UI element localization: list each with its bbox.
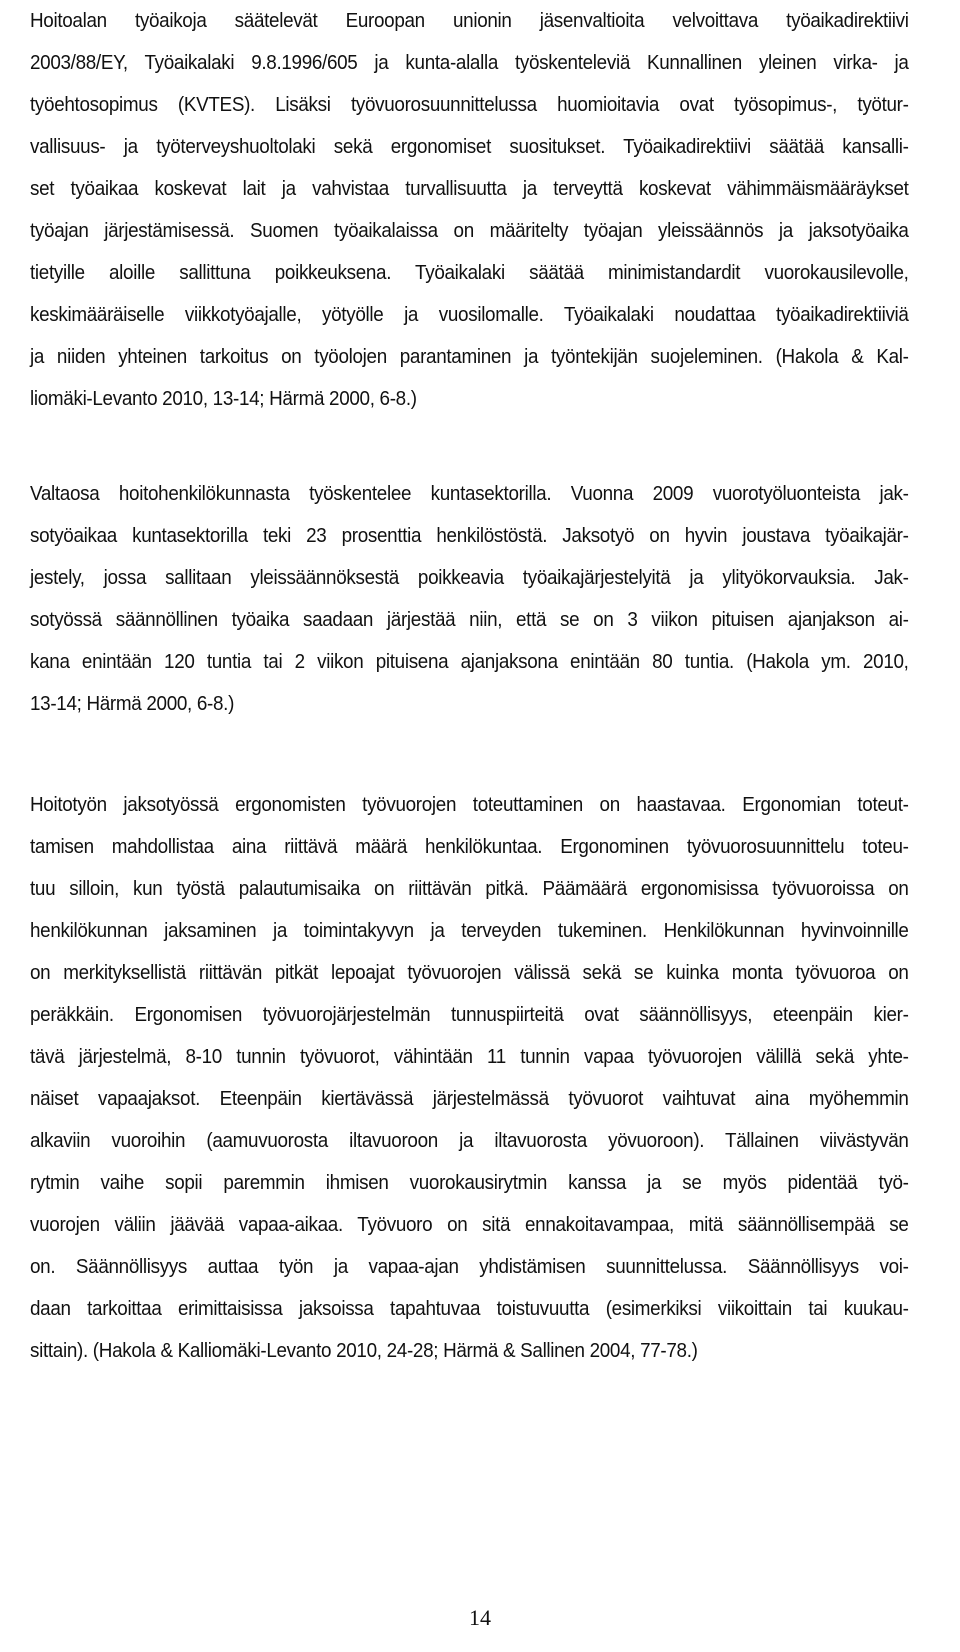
text-line: vuorojen väliin jäävää vapaa-aikaa. Työvuoro on sitä ennakoitavampaa, mitä säännöllisempää se [30, 1213, 909, 1236]
text-line: kana enintään 120 tuntia tai 2 viikon pituisena ajanjaksona enintään 80 tuntia. (Hakola ym. 2010, [30, 650, 909, 673]
text-line: työajan järjestämisessä. Suomen työaikalaissa on määritelty työajan yleissäännös ja jaksotyöaika [30, 219, 909, 242]
text-line: set työaikaa koskevat lait ja vahvistaa turvallisuutta ja terveyttä koskevat vähimmäismääräykset [30, 177, 909, 200]
paragraph-working-time-regulation [30, 0, 909, 420]
text-line: Valtaosa hoitohenkilökunnasta työskentelee kuntasektorilla. Vuonna 2009 vuorotyöluonteista jak- [30, 482, 909, 505]
text-line: alkaviin vuoroihin (aamuvuorosta iltavuoroon ja iltavuorosta yövuoroon). Tällainen viivästyvän [30, 1129, 909, 1152]
text-line: tamisen mahdollistaa aina riittävä määrä henkilökuntaa. Ergonominen työvuorosuunnittelu toteu- [30, 835, 909, 858]
text-line: näiset vapaajaksot. Eteenpäin kiertävässä järjestelmässä työvuorot vaihtuvat aina myöhemmin [30, 1087, 909, 1110]
text-line: tuu silloin, kun työstä palautumisaika on riittävän pitkä. Päämäärä ergonomisissa työvuoroissa on [30, 877, 909, 900]
text-line: sotyössä säännöllinen työaika saadaan järjestää niin, että se on 3 viikon pituisen ajanjakson ai- [30, 608, 909, 631]
text-line: rytmin vaihe sopii paremmin ihmisen vuorokausirytmin kanssa ja se myös pidentää työ- [30, 1171, 909, 1194]
text-line: 2003/88/EY, Työaikalaki 9.8.1996/605 ja kunta-alalla työskenteleviä Kunnallinen yleinen virka- ja [30, 51, 909, 74]
text-line: Hoitoalan työaikoja säätelevät Euroopan unionin jäsenvaltioita velvoittava työaikadirektiivi [30, 9, 909, 32]
paragraph-ergonomic-shifts [30, 784, 909, 1372]
text-line: tävä järjestelmä, 8-10 tunnin työvuorot, vähintään 11 tunnin vapaa työvuorojen välillä sekä yhte- [30, 1045, 909, 1068]
text-line: keskimääräiselle viikkotyöajalle, yötyölle ja vuosilomalle. Työaikalaki noudattaa työaikadirektiiviä [30, 303, 909, 326]
text-line: jestely, jossa sallitaan yleissäännöksestä poikkeavia työaikajärjestelyitä ja ylityökorvauksia. Jak- [30, 566, 909, 589]
text-line: sittain). (Hakola & Kalliomäki-Levanto 2010, 24-28; Härmä & Sallinen 2004, 77-78.) [30, 1339, 698, 1362]
paragraph-period-work [30, 473, 909, 725]
text-line: daan tarkoittaa erimittaisissa jaksoissa tapahtuvaa toistuvuutta (esimerkiksi viikoittain tai kuukau- [30, 1297, 909, 1320]
text-line: sotyöaikaa kuntasektorilla teki 23 prosenttia henkilöstöstä. Jaksotyö on hyvin joustava työaikajär- [30, 524, 909, 547]
text-line: vallisuus- ja työterveyshuoltolaki sekä ergonomiset suositukset. Työaikadirektiivi säätää kansalli- [30, 135, 909, 158]
text-line: on merkityksellistä riittävän pitkät lepoajat työvuorojen välissä sekä se kuinka monta työvuoroa on [30, 961, 909, 984]
text-line: tietyille aloille sallittuna poikkeuksena. Työaikalaki säätää minimistandardit vuorokausilevolle, [30, 261, 909, 284]
text-line: ja niiden yhteinen tarkoitus on työolojen parantaminen ja työntekijän suojeleminen. (Hakola & Kal- [30, 345, 909, 368]
text-line: peräkkäin. Ergonomisen työvuorojärjestelmän tunnuspiirteitä ovat säännöllisyys, eteenpäin kier- [30, 1003, 909, 1026]
text-line: Hoitotyön jaksotyössä ergonomisten työvuorojen toteuttaminen on haastavaa. Ergonomian toteut- [30, 793, 909, 816]
text-line: 13-14; Härmä 2000, 6-8.) [30, 692, 235, 715]
text-line: työehtosopimus (KVTES). Lisäksi työvuorosuunnittelussa huomioitavia ovat työsopimus-, työtur- [30, 93, 909, 116]
page-number: 14 [469, 1605, 491, 1630]
text-line: henkilökunnan jaksaminen ja toimintakyvyn ja terveyden tukeminen. Henkilökunnan hyvinvoinnille [30, 919, 909, 942]
text-line: liomäki-Levanto 2010, 13-14; Härmä 2000, 6-8.) [30, 387, 417, 410]
text-line: on. Säännöllisyys auttaa työn ja vapaa-ajan yhdistämisen suunnittelussa. Säännöllisyys voi- [30, 1255, 909, 1278]
